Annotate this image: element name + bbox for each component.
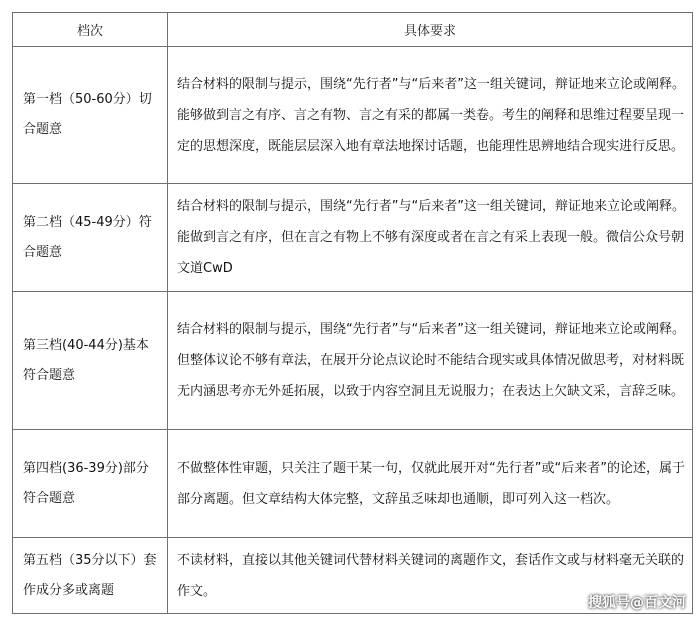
level-cell: 第四档(36-39分)部分符合题意 <box>13 430 168 538</box>
header-level: 档次 <box>13 13 168 47</box>
requirement-cell: 结合材料的限制与提示，围绕“先行者”与“后来者”这一组关键词，辩证地来立论或阐释。能做到言之有序，但在言之有物上不够有深度或者在言之有采上表现一般。微信公众号朝文道CwD <box>168 184 693 292</box>
table-row <box>13 184 693 292</box>
requirement-cell: 不做整体性审题，只关注了题干某一句，仅就此展开对“先行者”或“后来者”的论述，属于部分离题。但文章结构大体完整，文辞虽乏味却也通顺，即可列入这一档次。 <box>168 430 693 538</box>
header-requirement: 具体要求 <box>168 13 693 47</box>
requirement-cell: 结合材料的限制与提示，围绕“先行者”与“后来者”这一组关键词，辩证地来立论或阐释。能够做到言之有序、言之有物、言之有采的都属一类卷。考生的阐释和思维过程要呈现一定的思想深度，既能层层深入地有章法地探讨话题，也能理性思辨地结合现实进行反思。 <box>168 47 693 184</box>
table-row <box>13 292 693 430</box>
level-cell: 第五档（35分以下）套作成分多或离题 <box>13 538 168 614</box>
requirement-cell: 结合材料的限制与提示，围绕“先行者”与“后来者”这一组关键词，辩证地来立论或阐释。但整体议论不够有章法，在展开分论点议论时不能结合现实或具体情况做思考，对材料既无内涵思考亦无外延拓展，以致于内容空洞且无说服力；在表达上欠缺文采，言辞乏味。 <box>168 292 693 430</box>
level-cell: 第二档（45-49分）符合题意 <box>13 184 168 292</box>
requirement-cell: 不读材料，直接以其他关键词代替材料关键词的离题作文，套话作文或与材料毫无关联的作文。 <box>168 538 693 614</box>
grading-criteria-table <box>12 12 693 614</box>
table-row <box>13 430 693 538</box>
table-header-row <box>13 13 693 47</box>
level-cell: 第一档（50-60分）切合题意 <box>13 47 168 184</box>
table-row <box>13 47 693 184</box>
level-cell: 第三档(40-44分)基本符合题意 <box>13 292 168 430</box>
watermark: 搜狐号@百文河 <box>588 595 686 611</box>
